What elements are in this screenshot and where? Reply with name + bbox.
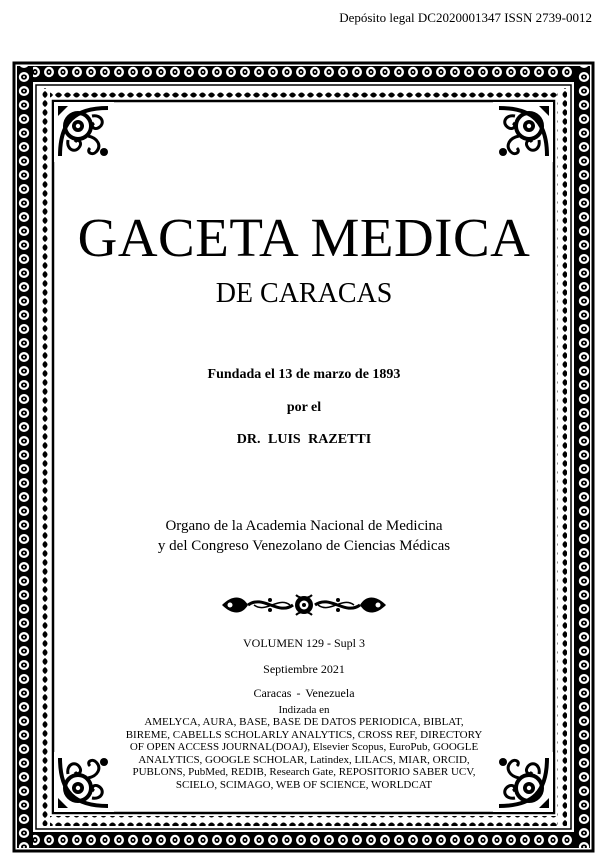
volume-info: VOLUMEN 129 - Supl 3 xyxy=(243,636,365,650)
organ-line-2: y del Congreso Venezolano de Ciencias Médicas xyxy=(157,538,451,554)
issue-date: Septiembre 2021 xyxy=(263,662,345,676)
scroll-ornament-icon xyxy=(54,102,114,162)
indexed-databases: AMELYCA, AURA, BASE, BASE DE DATOS PERIODICA, BIBLAT, BIREME, CABELLS SCHOLARLY ANALYTICS, CROSS REF, DIRECTORY OF OPEN ACCESS JOURNAL(DOAJ), Elsevier Scopus, EuroPub, GOOGLE ANALYTICS, GOOGLE SCHOLAR, Latindex, LILACS, MIAR, ORCID, PUBLONS, PubMed, REDIB, Research Gate, REPOSITORIO SABER UCV, SCIELO, SCIMAGO, WEB OF SCIENCE, WORLDCAT xyxy=(125,716,483,791)
organ-line-1: Organo de la Academia Nacional de Medicina xyxy=(165,518,443,534)
fleuron-divider-icon xyxy=(218,590,390,620)
founder-name: DR. LUIS RAZETTI xyxy=(236,432,372,447)
scroll-ornament-icon xyxy=(493,752,553,812)
publication-place: Caracas - Venezuela xyxy=(253,686,355,700)
journal-subtitle: DE CARACAS xyxy=(215,278,393,309)
founded-date: Fundada el 13 de marzo de 1893 xyxy=(207,367,401,382)
scroll-ornament-icon xyxy=(493,102,553,162)
by-label: por el xyxy=(286,400,322,415)
organ-statement xyxy=(0,516,608,556)
journal-title: GACETA MEDICA xyxy=(77,207,531,268)
scroll-ornament-icon xyxy=(54,752,114,812)
indexed-label: Indizada en xyxy=(278,704,330,716)
legal-deposit-text: Depósito legal DC2020001347 ISSN 2739-0012 xyxy=(339,10,592,25)
